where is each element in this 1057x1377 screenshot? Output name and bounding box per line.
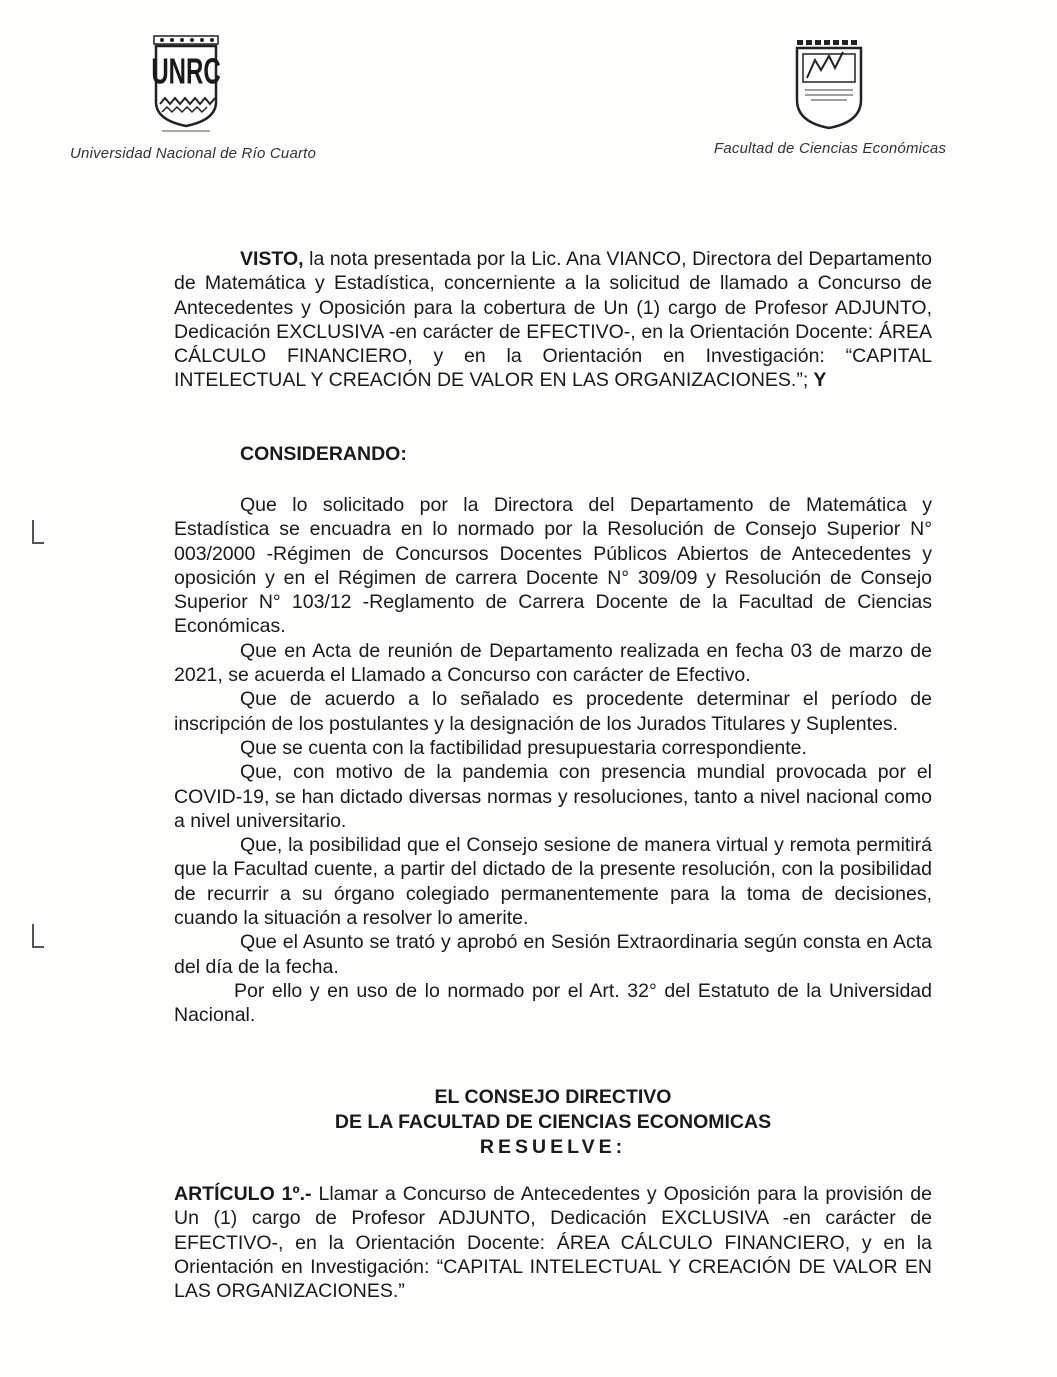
margin-mark: [32, 520, 44, 544]
unrc-logo: [150, 34, 222, 134]
considerando-paragraph: Que, con motivo de la pandemia con presencia mundial provocada por el COVID-19, se han dictado diversas normas y resoluciones, tanto a nivel nacional como a nivel universitario.: [174, 761, 932, 832]
considerando-section: [174, 493, 932, 1028]
article-1-label: ARTÍCULO 1º.-: [174, 1183, 312, 1205]
considerando-paragraph: Que de acuerdo a lo señalado es procedente determinar el período de inscripción de los postulantes y la designación de los Jurados Titulares y Suplentes.: [174, 688, 932, 735]
considerando-paragraph: Que se cuenta con la factibilidad presupuestaria correspondiente.: [240, 736, 807, 759]
resolution-heading: [174, 1085, 932, 1160]
resolution-line-1: EL CONSEJO DIRECTIVO: [434, 1086, 672, 1108]
considerando-paragraph: Que en Acta de reunión de Departamento realizada en fecha 03 de marzo de 2021, se acuerda el Llamado a Concurso con carácter de Efectivo.: [174, 639, 932, 687]
resolution-line-2: DE LA FACULTAD DE CIENCIAS ECONOMICAS: [334, 1111, 772, 1133]
article-1-text: Llamar a Concurso de Antecedentes y Oposición para la provisión de Un (1) cargo de Profesor ADJUNTO, Dedicación EXCLUSIVA -en carácter de EFECTIVO-, en la Orientación Docente: ÁREA CÁLCULO FINANCIERO, y en la Orientación en Investigación: “CAPITAL INTELECTUAL Y CREACIÓN DE VALOR EN LAS ORGANIZACIONES.”: [174, 1183, 932, 1303]
visto-text: la nota presentada por la Lic. Ana VIANCO, Directora del Departamento de Matemática y Estadística, concerniente a la solicitud de llamado a Concurso de Antecedentes y Oposición para la cobertura de Un (1) cargo de Profesor ADJUNTO, Dedicación EXCLUSIVA -en carácter de EFECTIVO-, en la Orientación Docente: ÁREA CÁLCULO FINANCIERO, y en la Orientación en Investigación: “CAPITAL INTELECTUAL Y CREACIÓN DE VALOR EN LAS ORGANIZACIONES.”;: [174, 248, 932, 392]
visto-tail: Y: [808, 369, 827, 392]
university-name: Universidad Nacional de Río Cuarto: [70, 145, 317, 162]
visto-lead: VISTO,: [240, 248, 304, 270]
svg-text:UNRC: UNRC: [151, 51, 221, 92]
considerando-paragraph: Que lo solicitado por la Directora del Departamento de Matemática y Estadística se encuadra en lo normado por la Resolución de Consejo Superior N° 003/2000 -Régimen de Concursos Docentes Públicos Abiertos de Antecedentes y oposición y en el Régimen de carrera Docente N° 309/09 y Resolución de Consejo Superior N° 103/12 -Reglamento de Carrera Docente de la Facultad de Ciencias Económicas.: [174, 494, 932, 638]
resolution-line-3: RESUELVE:: [479, 1136, 627, 1158]
article-1: [174, 1182, 932, 1303]
considerando-paragraph: Que, la posibilidad que el Consejo sesione de manera virtual y remota permitirá que la Facultad cuente, a partir del dictado de la presente resolución, con la posibilidad de recurrir a su órgano colegiado permanentemente para la toma de decisiones, cuando la situación a resolver lo amerite.: [174, 834, 932, 930]
considerando-heading: CONSIDERANDO:: [240, 443, 407, 465]
faculty-name: Facultad de Ciencias Económicas: [714, 140, 947, 157]
closing-paragraph: Por ello y en uso de lo normado por el Art. 32° del Estatuto de la Universidad Nacional.: [174, 979, 932, 1027]
faculty-logo: [793, 38, 865, 130]
margin-mark: [32, 924, 44, 948]
visto-section: [174, 247, 932, 393]
considerando-paragraph: Que el Asunto se trató y aprobó en Sesión Extraordinaria según consta en Acta del día de la fecha.: [174, 931, 932, 978]
